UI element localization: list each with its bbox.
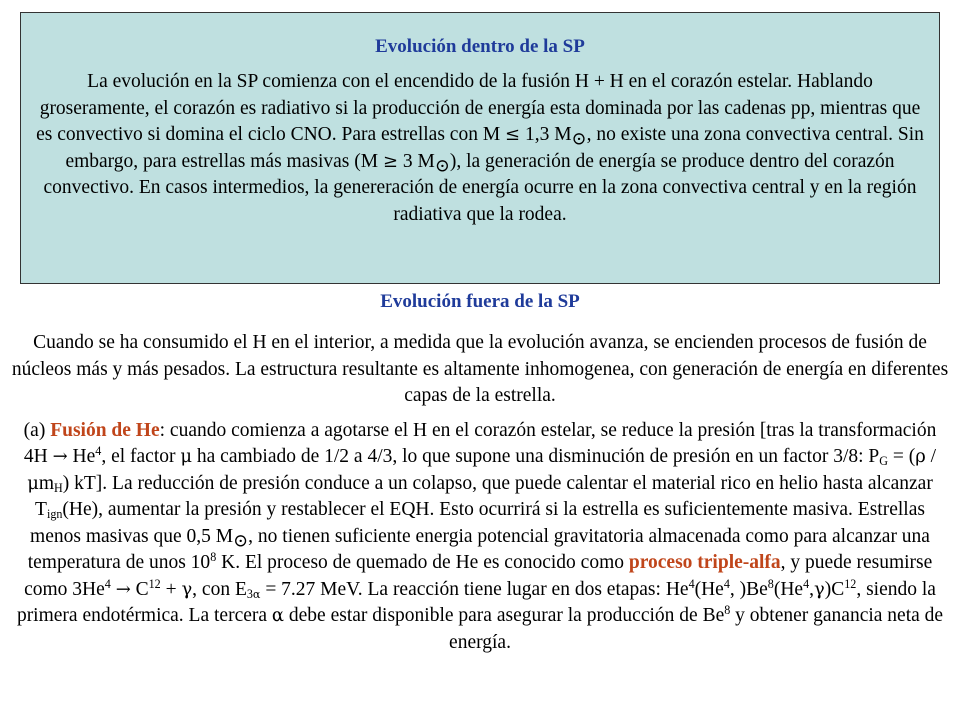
sun-symbol: ⊙ [233, 529, 249, 551]
sun-symbol: ⊙ [571, 128, 587, 150]
gamma-symbol: γ [181, 578, 193, 600]
alpha-symbol: α [271, 605, 285, 626]
triple-alpha-highlight: proceso triple-alfa [628, 552, 781, 573]
sp-evolution-box [20, 12, 940, 284]
sun-symbol: ⊙ [434, 154, 450, 176]
post-sp-section [10, 290, 950, 664]
sp-evolution-title: Evolución dentro de la SP [375, 36, 585, 57]
rho-symbol: ρ [915, 446, 926, 467]
post-sp-title: Evolución fuera de la SP [380, 291, 580, 312]
post-sp-intro-paragraph: Cuando se ha consumido el H en el interior, a medida que la evolución avanza, se encienden procesos de fusión de núcleos más y más pesados. La estructura resultante es altamente inhomogenea, con generación de energía en diferentes capas de la estrella. [11, 332, 949, 406]
sp-evolution-paragraph: La evolución en la SP comienza con el encendido de la fusión H + H en el corazón estelar. Hablando groseramente, el corazón es radiativo si la producción de energía esta dominada por las cadenas pp, mientras que es convectivo si domina el ciclo CNO. Para estrellas con M ≤ 1,3 $M_⊙$, no existe una zona convectiva central. Sin embargo, para estrellas más masivas (M ≥ 3 $M_⊙$), la generación de energía se produce dentro del corazón convectivo. En casos intermedios, la genereración de energía ocurre en la zona convectiva central y en la región radiativa que la rodea. [36, 71, 924, 225]
arrow-symbol: → [52, 446, 68, 467]
leq-symbol: ≤ [505, 124, 521, 145]
helium-fusion-highlight: Fusión de He [50, 419, 160, 441]
helium-fusion-paragraph: (a) Fusión de He: cuando comienza a agotarse el H en el corazón estelar, se reduce la presión [tras la transformación $4H \to He^4$, el factor μ ha cambiado de 1/2 a 4/3, lo que supone una disminución de presión en un factor 3/8: $P_G = (\rho / \mu m_H)$ kT]. La reducción de presión conduce a un colapso, que puede calentar el material rico en helio hasta alcanzar $T_{ign}(He)$, aumentar la presión y restablecer el EQH. Esto ocurrirá si la estrella es suficientemente masiva. Estrellas menos masivas que 0,5 $M_⊙$, no tienen suficiente energia potencial gravitatoria almacenada como para alcanzar una temperatura de unos $10^8$ K. El proceso de quemado de He es conocido como proceso triple-alfa, y puede resumirse como $3He^4 \to C^{12} + \gamma$, con $E_{3\alpha} = 7.27$ MeV. La reacción tiene lugar en dos etapas: He$^4$(He$^4$, )$Be^8(He^4,\gamma)C^{12}$, siendo la primera endotérmica. La tercera α debe estar disponible para asegurar la producción de Be$^8$ y obtener ganancia neta de energía. [16, 419, 944, 653]
mu-symbol: μ [180, 446, 193, 467]
geq-symbol: ≥ [382, 150, 398, 172]
